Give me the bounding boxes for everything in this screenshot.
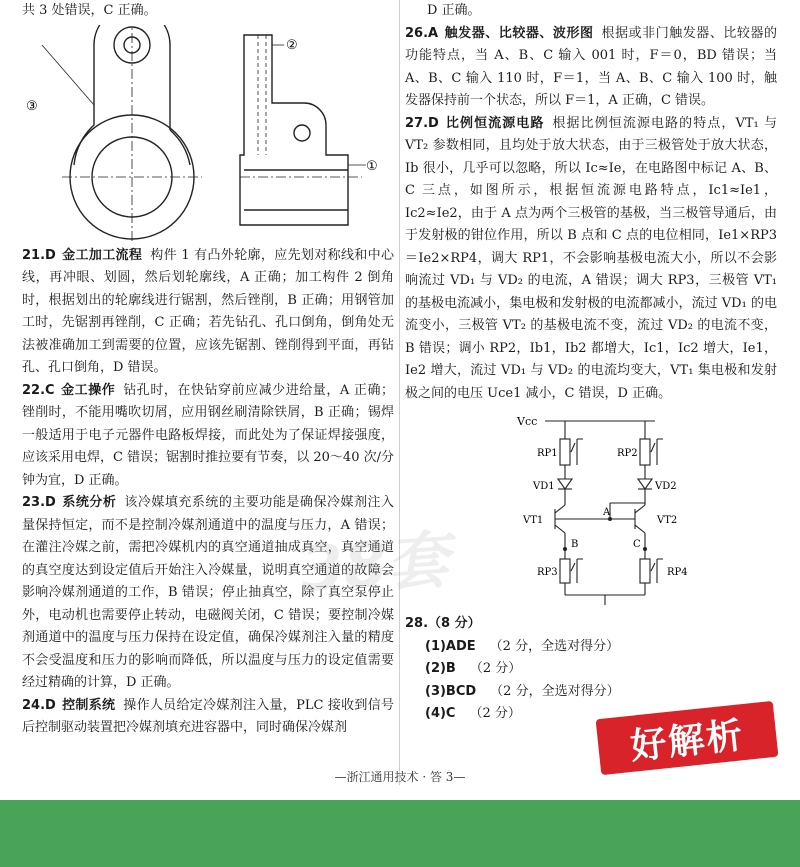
vt2-label: VT2 (657, 515, 678, 526)
rp3-label: RP3 (537, 567, 558, 578)
column-divider (399, 0, 400, 785)
question-26: 26.A 触发器、比较器、波形图 根据或非门触发器、比较器的功能特点，当 A、B、C 输入 001 时，F＝0，BD 错误；当 A、B、C 输入 110 时，F＝1，当 A、B、C 输入 100 时，触发器保持前一个状态，所以 F＝1，A 正确，C 错误。 (405, 25, 777, 108)
question-22: 22.C 金工操作 钻孔时，在快钻穿前应减少进给量，A 正确；锉削时，不能用嘴吹切屑，应用钢丝刷清除铁屑，B 正确；锡焊一般适用于电子元器件电路板焊接，而此处为了保证焊接强度，应该采用电焊，C 错误；锯割时推拉要有节奏，以 20～40 次/分钟为宜，D 正确。 (22, 382, 394, 488)
question-23: 23.D 系统分析 该冷媒填充系统的主要功能是确保冷媒剂注入量保持恒定，而不是控制冷媒剂通道中的温度与压力，A 错误；在灌注冷媒之前，需把冷媒机内的真空通道抽成真空，真空通道的真空度达到设定值后开始注入冷媒量，说明真空通道的故障会影响冷媒剂通道的工作，B 错误；停止抽真空，除了真空泵停止外，电动机也需要停止转动，电磁阀关闭，C 错误；要控制冷媒剂通道中的温度与压力保持在设定值，确保冷媒剂注入量的精度不会受温度和压力的影响而降低，所以温度与压力的设定值需要经过精确的计算，D 正确。 (22, 495, 394, 690)
good-analysis-stamp: 好解析 (596, 701, 779, 775)
mechanical-drawing (22, 25, 394, 243)
node-a-label: A (603, 507, 611, 518)
answer-row-3: (3)BCD （2 分，全选对得分） (425, 683, 620, 699)
question-21: 21.D 金工加工流程 构件 1 有凸外轮廓，应先划对称线和中心线，再冲眼、划圆，然后划轮廓线，A 正确；加工构件 2 倒角时，根据划出的轮廓线进行锯割，然后锉削，B 正确；用钢管加工时，先锯割再锉削，C 正确；若先钻孔、孔口倒角，倒角处无法被准确加工到需要的位置，应该先锯割、锉削得到平面，再钻孔、孔口倒角，D 错误。 (22, 247, 394, 375)
vt1-label: VT1 (523, 515, 544, 526)
label-3: ③ (26, 98, 38, 114)
right-column (405, 0, 777, 726)
watermark: 38套 (297, 522, 451, 607)
node-c-label: C (633, 539, 641, 550)
answer-row-2: (2)B （2 分） (425, 661, 522, 676)
label-1: ① (366, 158, 378, 174)
question-24: 24.D 控制系统 操作人员给定冷媒剂注入量，PLC 接收到信号后控制驱动装置把冷媒剂填充进容器中，同时确保冷媒剂 (22, 697, 394, 735)
left-top-line: 共 3 处错误，C 正确。 (22, 3, 157, 18)
right-top-line: D 正确。 (427, 3, 481, 18)
question-28-header: 28.（8 分） (405, 616, 481, 631)
vd2-label: VD2 (655, 481, 677, 492)
rp2-label: RP2 (617, 448, 638, 459)
label-2: ② (286, 37, 298, 53)
vd1-label: VD1 (533, 481, 555, 492)
node-b-label: B (571, 539, 579, 550)
vcc-label: Vcc (517, 415, 538, 428)
bottom-band (0, 800, 800, 867)
rp1-label: RP1 (537, 448, 558, 459)
constant-current-circuit (405, 409, 777, 607)
question-27: 27.D 比例恒流源电路 根据比例恒流源电路的特点，VT₁ 与 VT₂ 参数相同，且均处于放大状态，由于三极管处于放大状态，Ib 很小，几乎可以忽略，所以 Ic≈Ie，在电路图中标记 A、B、C 三点，如图所示，根据恒流源电路特点，Ic1≈Ie1，Ic2≈Ie2，由于 A 点为两个三极管的基极，当三极管导通后，由于发射极的钳位作用，所以 B 点和 C 点的电位相同，Ie1×RP3＝Ie2×RP4，调大 RP1，不会影响基极电流大小，所以不会影响流过 VD₁ 与 VD₂ 的电流，A 错误；调大 RP3，三极管 VT₁ 的基极电流减小，集电极和发射极的电流都减小，流过 VD₁ 的电流变小，三极管 VT₂ 的基极电流不变，流过 VD₂ 的电流不变，B 错误；调小 RP2，Ib1，Ib2 都增大，Ic1，Ic2 增大，Ie1，Ie2 增大，流过 VD₁ 与 VD₂ 的电流均变大，VT₁ 集电极和发射极之间的电压 Uce1 减小，C 错误，D 正确。 (405, 115, 777, 401)
page-footer: —浙江通用技术 · 答 3— (334, 770, 466, 784)
left-column (22, 0, 394, 740)
answer-row-4: (4)C （2 分） (425, 706, 521, 721)
answer-row-1: (1)ADE （2 分，全选对得分） (425, 638, 620, 654)
rp4-label: RP4 (667, 567, 688, 578)
